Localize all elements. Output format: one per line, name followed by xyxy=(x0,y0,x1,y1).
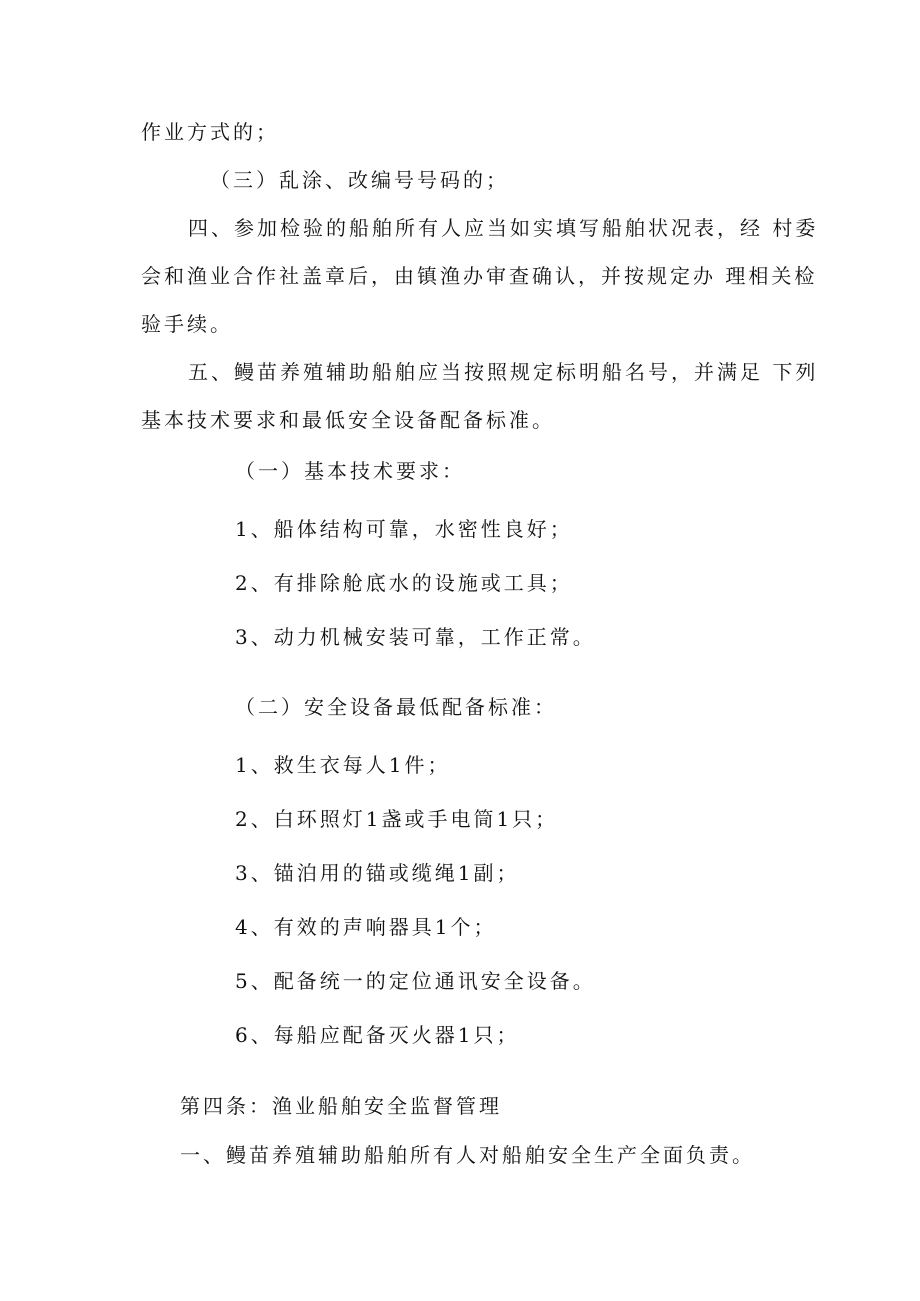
text-line: 3、锚泊用的锚或缆绳1副； xyxy=(235,861,520,885)
text-line: 2、白环照灯1盏或手电筒1只； xyxy=(235,807,559,831)
text-line: 会和渔业合作社盖章后，由镇渔办审查确认，并按规定办 理相关检 xyxy=(141,264,818,288)
text-line: 五、鳗苗养殖辅助船舶应当按照规定标明船名号，并满足 下列 xyxy=(188,360,819,384)
text-line: 4、有效的声响器具1个； xyxy=(235,915,497,939)
text-line: 四、参加检验的船舶所有人应当如实填写船舶状况表，经 村委 xyxy=(188,216,819,240)
text-line: 验手续。 xyxy=(141,312,233,336)
text-line: 1、船体结构可靠，水密性良好； xyxy=(235,517,573,541)
section-heading: 第四条：渔业船舶安全监督管理 xyxy=(180,1094,502,1118)
text-line: 作业方式的； xyxy=(141,120,279,144)
text-line: 6、每船应配备灭火器1只； xyxy=(235,1023,520,1047)
text-line: （一）基本技术要求： xyxy=(235,459,465,483)
text-line: 5、配备统一的定位通讯安全设备。 xyxy=(235,969,596,993)
text-line: （三）乱涂、改编号号码的； xyxy=(210,168,509,192)
text-line: 基本技术要求和最低安全设备配备标准。 xyxy=(141,408,555,432)
text-line: 3、动力机械安装可靠，工作正常。 xyxy=(235,625,596,649)
text-line: （二）安全设备最低配备标准： xyxy=(235,695,557,719)
text-line: 2、有排除舱底水的设施或工具； xyxy=(235,571,573,595)
text-line: 1、救生衣每人1件； xyxy=(235,753,451,777)
text-line: 一、鳗苗养殖辅助船舶所有人对船舶安全生产全面负责。 xyxy=(180,1143,755,1167)
